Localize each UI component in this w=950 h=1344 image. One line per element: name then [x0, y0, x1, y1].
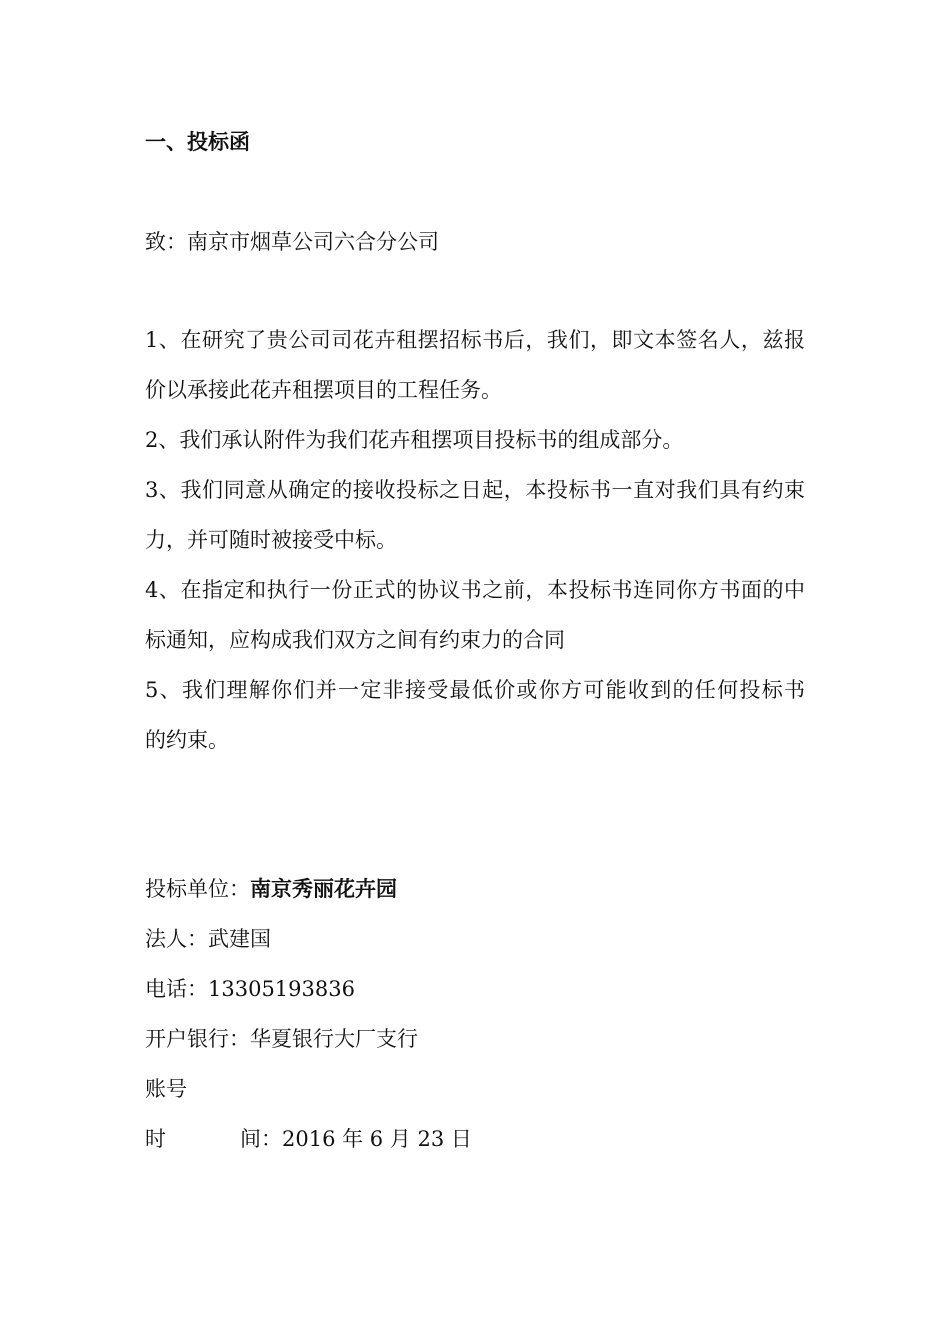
clause-5-line-1: 5、我们理解你们并一定非接受最低价或你方可能收到的任何投标书	[145, 678, 805, 702]
clause-1-line-2: 价以承接此花卉租摆项目的工程任务。	[145, 378, 502, 402]
clause-3-line-2: 力，并可随时被接受中标。	[145, 528, 397, 552]
bank-value: 华夏银行大厂支行	[250, 1027, 418, 1051]
clause-5-line-2: 的约束。	[145, 728, 229, 752]
legal-value: 武建国	[208, 927, 271, 951]
phone-value: 13305193836	[208, 977, 355, 1001]
document-heading: 一、投标函	[145, 129, 250, 154]
date-row	[145, 1125, 472, 1153]
clause-4-line-2: 标通知，应构成我们双方之间有约束力的合同	[145, 628, 565, 652]
bank-row	[145, 1025, 418, 1053]
bidder-value: 南京秀丽花卉园	[250, 876, 397, 901]
date-label-part-1: 时	[145, 1127, 166, 1151]
account-label: 账号	[145, 1077, 187, 1101]
phone-label: 电话：	[145, 977, 208, 1001]
date-value: 2016 年 6 月 23 日	[282, 1127, 472, 1151]
clause-1-line-1: 1、在研究了贵公司司花卉租摆招标书后，我们，即文本签名人，兹报	[145, 328, 805, 352]
clause-2-line-1: 2、我们承认附件为我们花卉租摆项目投标书的组成部分。	[145, 428, 684, 452]
clause-4-line-1: 4、在指定和执行一份正式的协议书之前，本投标书连同你方书面的中	[145, 578, 805, 602]
legal-row	[145, 925, 271, 953]
bidder-label: 投标单位：	[145, 877, 250, 901]
phone-row	[145, 975, 355, 1003]
legal-label: 法人：	[145, 927, 208, 951]
bank-label: 开户银行：	[145, 1027, 250, 1051]
bidder-row	[145, 875, 397, 903]
recipient-line: 致：南京市烟草公司六合分公司	[145, 230, 439, 254]
date-label-part-2: 间：	[240, 1127, 282, 1151]
clause-3-line-1: 3、我们同意从确定的接收投标之日起，本投标书一直对我们具有约束	[145, 478, 805, 502]
